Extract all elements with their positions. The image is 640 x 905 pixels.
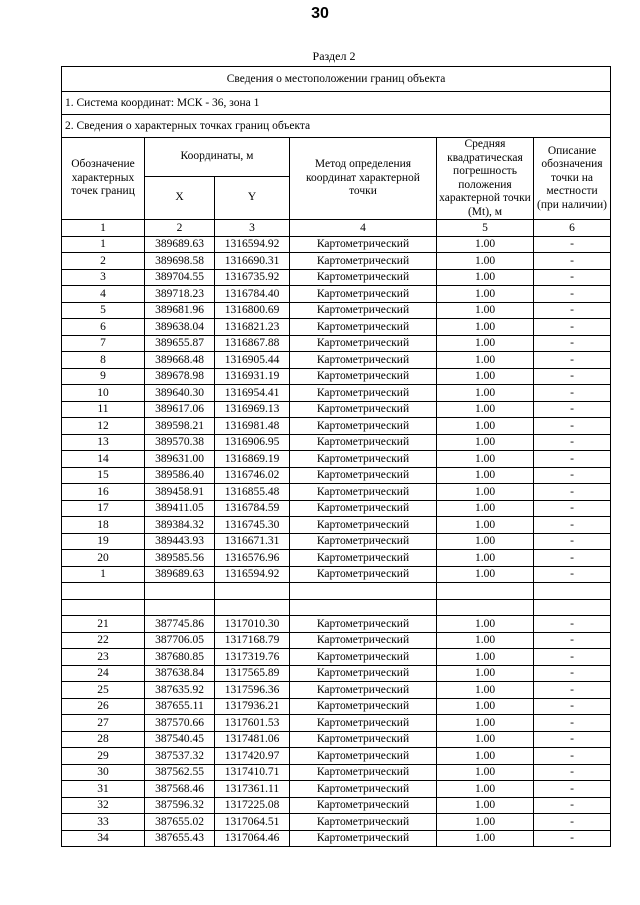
y-coordinate-cell: 1317596.36 bbox=[215, 682, 290, 699]
x-coordinate-cell: 387562.55 bbox=[145, 764, 215, 781]
point-number-cell: 30 bbox=[62, 764, 145, 781]
x-coordinate-cell: 389411.05 bbox=[145, 500, 215, 517]
description-cell: - bbox=[534, 418, 611, 435]
x-coordinate-cell: 389689.63 bbox=[145, 566, 215, 583]
method-cell: Картометрический bbox=[290, 797, 437, 814]
point-number-cell: 21 bbox=[62, 616, 145, 633]
header-y: Y bbox=[215, 177, 290, 220]
method-cell: Картометрический bbox=[290, 566, 437, 583]
x-coordinate-cell: 389598.21 bbox=[145, 418, 215, 435]
empty-cell bbox=[62, 583, 145, 600]
method-cell: Картометрический bbox=[290, 781, 437, 798]
accuracy-cell: 1.00 bbox=[437, 566, 534, 583]
description-cell: - bbox=[534, 764, 611, 781]
empty-cell bbox=[534, 599, 611, 616]
table-row bbox=[62, 632, 611, 649]
method-cell: Картометрический bbox=[290, 616, 437, 633]
description-cell: - bbox=[534, 550, 611, 567]
table-row bbox=[62, 352, 611, 369]
method-cell: Картометрический bbox=[290, 352, 437, 369]
point-number-cell: 4 bbox=[62, 286, 145, 303]
accuracy-cell: 1.00 bbox=[437, 434, 534, 451]
table-row bbox=[62, 286, 611, 303]
empty-cell bbox=[290, 599, 437, 616]
header-point-designation: Обозначение характерных точек границ bbox=[62, 138, 145, 220]
x-coordinate-cell: 389681.96 bbox=[145, 302, 215, 319]
method-cell: Картометрический bbox=[290, 665, 437, 682]
accuracy-cell: 1.00 bbox=[437, 236, 534, 253]
x-coordinate-cell: 389718.23 bbox=[145, 286, 215, 303]
y-coordinate-cell: 1317410.71 bbox=[215, 764, 290, 781]
x-coordinate-cell: 389631.00 bbox=[145, 451, 215, 468]
x-coordinate-cell: 389689.63 bbox=[145, 236, 215, 253]
table-row bbox=[62, 434, 611, 451]
points-caption-row: 2. Сведения о характерных точках границ объекта bbox=[62, 115, 611, 138]
method-cell: Картометрический bbox=[290, 401, 437, 418]
table-row bbox=[62, 616, 611, 633]
method-cell: Картометрический bbox=[290, 500, 437, 517]
description-cell: - bbox=[534, 665, 611, 682]
description-cell: - bbox=[534, 286, 611, 303]
accuracy-cell: 1.00 bbox=[437, 500, 534, 517]
x-coordinate-cell: 387540.45 bbox=[145, 731, 215, 748]
table-row bbox=[62, 484, 611, 501]
y-coordinate-cell: 1317481.06 bbox=[215, 731, 290, 748]
empty-cell bbox=[290, 583, 437, 600]
table-row bbox=[62, 368, 611, 385]
y-coordinate-cell: 1316784.40 bbox=[215, 286, 290, 303]
description-cell: - bbox=[534, 302, 611, 319]
column-number: 4 bbox=[290, 220, 437, 237]
column-number: 1 bbox=[62, 220, 145, 237]
y-coordinate-cell: 1317168.79 bbox=[215, 632, 290, 649]
point-number-cell: 19 bbox=[62, 533, 145, 550]
y-coordinate-cell: 1317936.21 bbox=[215, 698, 290, 715]
x-coordinate-cell: 387570.66 bbox=[145, 715, 215, 732]
point-number-cell: 11 bbox=[62, 401, 145, 418]
description-cell: - bbox=[534, 467, 611, 484]
accuracy-cell: 1.00 bbox=[437, 451, 534, 468]
accuracy-cell: 1.00 bbox=[437, 649, 534, 666]
accuracy-cell: 1.00 bbox=[437, 467, 534, 484]
method-cell: Картометрический bbox=[290, 550, 437, 567]
table-row bbox=[62, 814, 611, 831]
x-coordinate-cell: 387655.43 bbox=[145, 830, 215, 847]
method-cell: Картометрический bbox=[290, 368, 437, 385]
table-row bbox=[62, 401, 611, 418]
method-cell: Картометрический bbox=[290, 517, 437, 534]
point-number-cell: 2 bbox=[62, 253, 145, 270]
point-number-cell: 31 bbox=[62, 781, 145, 798]
description-cell: - bbox=[534, 814, 611, 831]
empty-cell bbox=[437, 583, 534, 600]
separator-row bbox=[62, 599, 611, 616]
coord-system-row: 1. Система координат: МСК - 36, зона 1 bbox=[62, 92, 611, 115]
header-x: X bbox=[145, 177, 215, 220]
x-coordinate-cell: 387638.84 bbox=[145, 665, 215, 682]
description-cell: - bbox=[534, 269, 611, 286]
table-row bbox=[62, 517, 611, 534]
table-row bbox=[62, 302, 611, 319]
y-coordinate-cell: 1317420.97 bbox=[215, 748, 290, 765]
accuracy-cell: 1.00 bbox=[437, 814, 534, 831]
method-cell: Картометрический bbox=[290, 830, 437, 847]
accuracy-cell: 1.00 bbox=[437, 517, 534, 534]
empty-cell bbox=[62, 599, 145, 616]
point-number-cell: 23 bbox=[62, 649, 145, 666]
accuracy-cell: 1.00 bbox=[437, 781, 534, 798]
x-coordinate-cell: 387537.32 bbox=[145, 748, 215, 765]
y-coordinate-cell: 1316784.59 bbox=[215, 500, 290, 517]
point-number-cell: 7 bbox=[62, 335, 145, 352]
description-cell: - bbox=[534, 731, 611, 748]
table-row bbox=[62, 748, 611, 765]
x-coordinate-cell: 387706.05 bbox=[145, 632, 215, 649]
empty-cell bbox=[145, 599, 215, 616]
description-cell: - bbox=[534, 335, 611, 352]
x-coordinate-cell: 389704.55 bbox=[145, 269, 215, 286]
accuracy-cell: 1.00 bbox=[437, 385, 534, 402]
method-cell: Картометрический bbox=[290, 434, 437, 451]
description-cell: - bbox=[534, 781, 611, 798]
point-number-cell: 12 bbox=[62, 418, 145, 435]
y-coordinate-cell: 1316931.19 bbox=[215, 368, 290, 385]
x-coordinate-cell: 387635.92 bbox=[145, 682, 215, 699]
table-row bbox=[62, 830, 611, 847]
point-number-cell: 8 bbox=[62, 352, 145, 369]
empty-cell bbox=[534, 583, 611, 600]
description-cell: - bbox=[534, 533, 611, 550]
header-accuracy: Средняя квадратическая погрешность положения характерной точки (Mt), м bbox=[437, 138, 534, 220]
table-row bbox=[62, 269, 611, 286]
point-number-cell: 14 bbox=[62, 451, 145, 468]
point-number-cell: 27 bbox=[62, 715, 145, 732]
method-cell: Картометрический bbox=[290, 748, 437, 765]
y-coordinate-cell: 1316594.92 bbox=[215, 566, 290, 583]
point-number-cell: 1 bbox=[62, 566, 145, 583]
description-cell: - bbox=[534, 649, 611, 666]
accuracy-cell: 1.00 bbox=[437, 335, 534, 352]
accuracy-cell: 1.00 bbox=[437, 286, 534, 303]
table-row bbox=[62, 467, 611, 484]
header-coordinates: Координаты, м bbox=[145, 138, 290, 177]
x-coordinate-cell: 389668.48 bbox=[145, 352, 215, 369]
table-row bbox=[62, 533, 611, 550]
x-coordinate-cell: 387655.11 bbox=[145, 698, 215, 715]
y-coordinate-cell: 1316745.30 bbox=[215, 517, 290, 534]
x-coordinate-cell: 387745.86 bbox=[145, 616, 215, 633]
accuracy-cell: 1.00 bbox=[437, 665, 534, 682]
y-coordinate-cell: 1316969.13 bbox=[215, 401, 290, 418]
x-coordinate-cell: 389678.98 bbox=[145, 368, 215, 385]
method-cell: Картометрический bbox=[290, 385, 437, 402]
accuracy-cell: 1.00 bbox=[437, 533, 534, 550]
x-coordinate-cell: 389640.30 bbox=[145, 385, 215, 402]
description-cell: - bbox=[534, 500, 611, 517]
y-coordinate-cell: 1316954.41 bbox=[215, 385, 290, 402]
y-coordinate-cell: 1317010.30 bbox=[215, 616, 290, 633]
x-coordinate-cell: 387655.02 bbox=[145, 814, 215, 831]
accuracy-cell: 1.00 bbox=[437, 698, 534, 715]
separator-row bbox=[62, 583, 611, 600]
description-cell: - bbox=[534, 236, 611, 253]
point-number-cell: 34 bbox=[62, 830, 145, 847]
accuracy-cell: 1.00 bbox=[437, 748, 534, 765]
description-cell: - bbox=[534, 484, 611, 501]
accuracy-cell: 1.00 bbox=[437, 830, 534, 847]
method-cell: Картометрический bbox=[290, 269, 437, 286]
empty-cell bbox=[437, 599, 534, 616]
method-cell: Картометрический bbox=[290, 319, 437, 336]
table-title: Сведения о местоположении границ объекта bbox=[62, 67, 611, 92]
x-coordinate-cell: 387680.85 bbox=[145, 649, 215, 666]
method-cell: Картометрический bbox=[290, 632, 437, 649]
description-cell: - bbox=[534, 253, 611, 270]
point-number-cell: 18 bbox=[62, 517, 145, 534]
point-number-cell: 32 bbox=[62, 797, 145, 814]
method-cell: Картометрический bbox=[290, 715, 437, 732]
x-coordinate-cell: 389384.32 bbox=[145, 517, 215, 534]
section-title: Раздел 2 bbox=[312, 49, 356, 63]
point-number-cell: 15 bbox=[62, 467, 145, 484]
x-coordinate-cell: 387596.32 bbox=[145, 797, 215, 814]
empty-cell bbox=[145, 583, 215, 600]
table-row bbox=[62, 764, 611, 781]
table-row bbox=[62, 335, 611, 352]
accuracy-cell: 1.00 bbox=[437, 764, 534, 781]
table-row bbox=[62, 418, 611, 435]
method-cell: Картометрический bbox=[290, 286, 437, 303]
x-coordinate-cell: 389443.93 bbox=[145, 533, 215, 550]
accuracy-cell: 1.00 bbox=[437, 418, 534, 435]
table-row bbox=[62, 731, 611, 748]
description-cell: - bbox=[534, 715, 611, 732]
column-number: 2 bbox=[145, 220, 215, 237]
point-number-cell: 5 bbox=[62, 302, 145, 319]
description-cell: - bbox=[534, 632, 611, 649]
column-number: 3 bbox=[215, 220, 290, 237]
point-number-cell: 25 bbox=[62, 682, 145, 699]
table-row bbox=[62, 236, 611, 253]
method-cell: Картометрический bbox=[290, 649, 437, 666]
accuracy-cell: 1.00 bbox=[437, 731, 534, 748]
method-cell: Картометрический bbox=[290, 731, 437, 748]
table-row bbox=[62, 500, 611, 517]
point-number-cell: 33 bbox=[62, 814, 145, 831]
x-coordinate-cell: 389458.91 bbox=[145, 484, 215, 501]
x-coordinate-cell: 389698.58 bbox=[145, 253, 215, 270]
point-number-cell: 1 bbox=[62, 236, 145, 253]
accuracy-cell: 1.00 bbox=[437, 269, 534, 286]
x-coordinate-cell: 389617.06 bbox=[145, 401, 215, 418]
accuracy-cell: 1.00 bbox=[437, 401, 534, 418]
method-cell: Картометрический bbox=[290, 533, 437, 550]
table-row bbox=[62, 253, 611, 270]
description-cell: - bbox=[534, 517, 611, 534]
y-coordinate-cell: 1316746.02 bbox=[215, 467, 290, 484]
y-coordinate-cell: 1316594.92 bbox=[215, 236, 290, 253]
description-cell: - bbox=[534, 368, 611, 385]
accuracy-cell: 1.00 bbox=[437, 797, 534, 814]
y-coordinate-cell: 1317319.76 bbox=[215, 649, 290, 666]
table-row bbox=[62, 319, 611, 336]
accuracy-cell: 1.00 bbox=[437, 352, 534, 369]
point-number-cell: 9 bbox=[62, 368, 145, 385]
table-row bbox=[62, 797, 611, 814]
column-numbers-row bbox=[62, 220, 611, 237]
y-coordinate-cell: 1316855.48 bbox=[215, 484, 290, 501]
accuracy-cell: 1.00 bbox=[437, 616, 534, 633]
table-row bbox=[62, 649, 611, 666]
y-coordinate-cell: 1316821.23 bbox=[215, 319, 290, 336]
empty-cell bbox=[215, 583, 290, 600]
description-cell: - bbox=[534, 401, 611, 418]
description-cell: - bbox=[534, 748, 611, 765]
method-cell: Картометрический bbox=[290, 764, 437, 781]
y-coordinate-cell: 1317565.89 bbox=[215, 665, 290, 682]
point-number-cell: 10 bbox=[62, 385, 145, 402]
accuracy-cell: 1.00 bbox=[437, 319, 534, 336]
accuracy-cell: 1.00 bbox=[437, 632, 534, 649]
point-number-cell: 6 bbox=[62, 319, 145, 336]
column-number: 5 bbox=[437, 220, 534, 237]
accuracy-cell: 1.00 bbox=[437, 368, 534, 385]
description-cell: - bbox=[534, 319, 611, 336]
method-cell: Картометрический bbox=[290, 484, 437, 501]
method-cell: Картометрический bbox=[290, 814, 437, 831]
table-row bbox=[62, 550, 611, 567]
y-coordinate-cell: 1316906.95 bbox=[215, 434, 290, 451]
y-coordinate-cell: 1316905.44 bbox=[215, 352, 290, 369]
y-coordinate-cell: 1316869.19 bbox=[215, 451, 290, 468]
y-coordinate-cell: 1316867.88 bbox=[215, 335, 290, 352]
x-coordinate-cell: 389585.56 bbox=[145, 550, 215, 567]
description-cell: - bbox=[534, 698, 611, 715]
y-coordinate-cell: 1317064.46 bbox=[215, 830, 290, 847]
point-number-cell: 29 bbox=[62, 748, 145, 765]
description-cell: - bbox=[534, 616, 611, 633]
point-number-cell: 26 bbox=[62, 698, 145, 715]
method-cell: Картометрический bbox=[290, 451, 437, 468]
x-coordinate-cell: 387568.46 bbox=[145, 781, 215, 798]
y-coordinate-cell: 1317064.51 bbox=[215, 814, 290, 831]
description-cell: - bbox=[534, 566, 611, 583]
header-method: Метод определения координат характерной точки bbox=[290, 138, 437, 220]
y-coordinate-cell: 1317601.53 bbox=[215, 715, 290, 732]
table-row bbox=[62, 665, 611, 682]
table-row bbox=[62, 715, 611, 732]
point-number-cell: 17 bbox=[62, 500, 145, 517]
accuracy-cell: 1.00 bbox=[437, 253, 534, 270]
table-row bbox=[62, 451, 611, 468]
description-cell: - bbox=[534, 352, 611, 369]
table-row bbox=[62, 385, 611, 402]
accuracy-cell: 1.00 bbox=[437, 484, 534, 501]
table-row bbox=[62, 682, 611, 699]
method-cell: Картометрический bbox=[290, 236, 437, 253]
y-coordinate-cell: 1316690.31 bbox=[215, 253, 290, 270]
boundary-points-table bbox=[61, 66, 611, 847]
method-cell: Картометрический bbox=[290, 467, 437, 484]
method-cell: Картометрический bbox=[290, 302, 437, 319]
description-cell: - bbox=[534, 797, 611, 814]
description-cell: - bbox=[534, 830, 611, 847]
description-cell: - bbox=[534, 385, 611, 402]
accuracy-cell: 1.00 bbox=[437, 302, 534, 319]
accuracy-cell: 1.00 bbox=[437, 715, 534, 732]
method-cell: Картометрический bbox=[290, 682, 437, 699]
description-cell: - bbox=[534, 451, 611, 468]
y-coordinate-cell: 1316735.92 bbox=[215, 269, 290, 286]
y-coordinate-cell: 1317225.08 bbox=[215, 797, 290, 814]
empty-cell bbox=[215, 599, 290, 616]
method-cell: Картометрический bbox=[290, 335, 437, 352]
table-row bbox=[62, 566, 611, 583]
x-coordinate-cell: 389586.40 bbox=[145, 467, 215, 484]
x-coordinate-cell: 389638.04 bbox=[145, 319, 215, 336]
point-number-cell: 24 bbox=[62, 665, 145, 682]
accuracy-cell: 1.00 bbox=[437, 550, 534, 567]
table-row bbox=[62, 698, 611, 715]
x-coordinate-cell: 389655.87 bbox=[145, 335, 215, 352]
y-coordinate-cell: 1316981.48 bbox=[215, 418, 290, 435]
table-row bbox=[62, 781, 611, 798]
column-number: 6 bbox=[534, 220, 611, 237]
method-cell: Картометрический bbox=[290, 253, 437, 270]
y-coordinate-cell: 1316800.69 bbox=[215, 302, 290, 319]
y-coordinate-cell: 1316671.31 bbox=[215, 533, 290, 550]
x-coordinate-cell: 389570.38 bbox=[145, 434, 215, 451]
header-description: Описание обозначения точки на местности (при наличии) bbox=[534, 138, 611, 220]
page-number: 30 bbox=[311, 5, 329, 22]
description-cell: - bbox=[534, 434, 611, 451]
point-number-cell: 28 bbox=[62, 731, 145, 748]
method-cell: Картометрический bbox=[290, 698, 437, 715]
point-number-cell: 3 bbox=[62, 269, 145, 286]
y-coordinate-cell: 1316576.96 bbox=[215, 550, 290, 567]
method-cell: Картометрический bbox=[290, 418, 437, 435]
accuracy-cell: 1.00 bbox=[437, 682, 534, 699]
point-number-cell: 20 bbox=[62, 550, 145, 567]
point-number-cell: 16 bbox=[62, 484, 145, 501]
y-coordinate-cell: 1317361.11 bbox=[215, 781, 290, 798]
point-number-cell: 22 bbox=[62, 632, 145, 649]
description-cell: - bbox=[534, 682, 611, 699]
point-number-cell: 13 bbox=[62, 434, 145, 451]
